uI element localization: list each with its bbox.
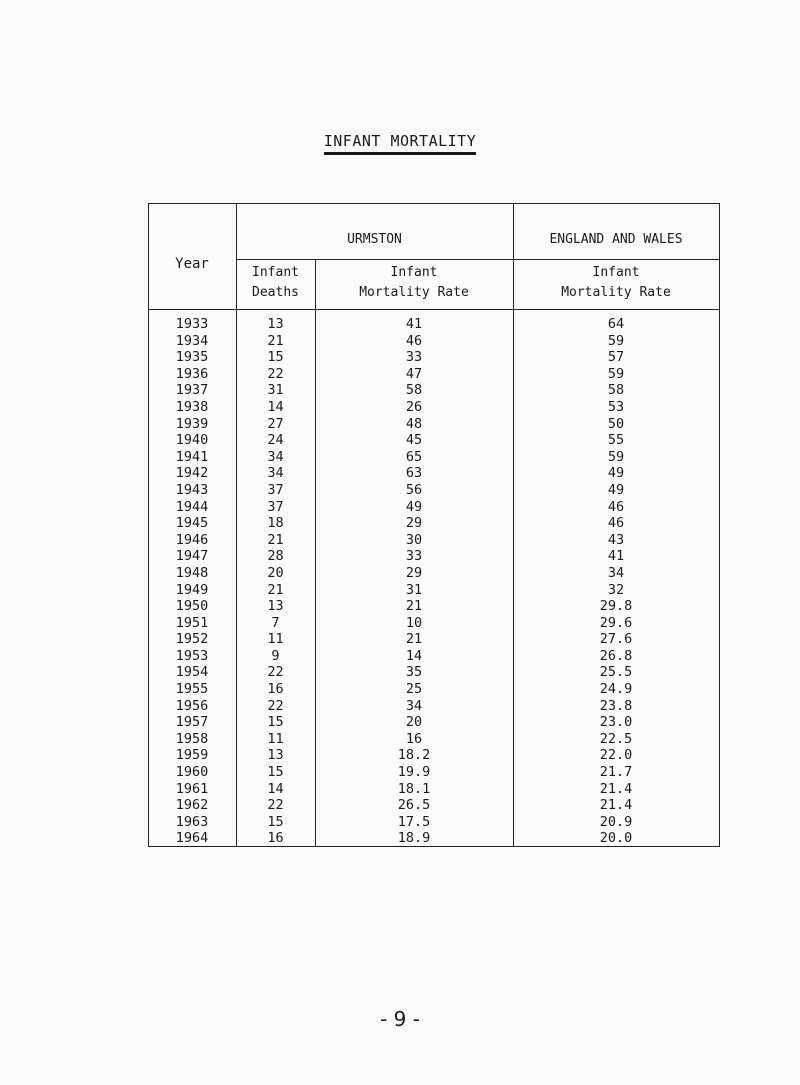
table-row bbox=[148, 482, 720, 499]
cell-ew-rate: 41 bbox=[607, 548, 625, 565]
cell-urmston-rate: 17.5 bbox=[397, 813, 431, 830]
cell-infant-deaths: 22 bbox=[267, 797, 284, 814]
cell-infant-deaths: 9 bbox=[271, 647, 280, 664]
table-row bbox=[148, 465, 720, 482]
table-body bbox=[148, 316, 720, 847]
cell-year: 1934 bbox=[175, 332, 209, 349]
cell-urmston-rate: 21 bbox=[405, 598, 423, 615]
cell-urmston-rate: 58 bbox=[405, 382, 423, 399]
cell-year: 1961 bbox=[175, 780, 209, 797]
cell-urmston-rate: 46 bbox=[405, 332, 423, 349]
cell-infant-deaths: 20 bbox=[267, 564, 284, 581]
cell-urmston-rate: 29 bbox=[405, 564, 423, 581]
table-row bbox=[148, 582, 720, 599]
cell-year: 1938 bbox=[175, 398, 209, 415]
table-row bbox=[148, 399, 720, 416]
cell-year: 1937 bbox=[175, 382, 209, 399]
cell-year: 1952 bbox=[175, 631, 209, 648]
cell-infant-deaths: 16 bbox=[267, 830, 284, 847]
header-urmston: URMSTON bbox=[347, 232, 402, 247]
cell-year: 1958 bbox=[175, 730, 209, 747]
cell-infant-deaths: 27 bbox=[267, 415, 284, 432]
cell-year: 1946 bbox=[175, 531, 209, 548]
table-row bbox=[148, 333, 720, 350]
cell-year: 1936 bbox=[175, 365, 209, 382]
cell-ew-rate: 49 bbox=[607, 481, 625, 498]
infant-mortality-table bbox=[148, 203, 720, 847]
cell-year: 1960 bbox=[175, 764, 209, 781]
cell-ew-rate: 29.8 bbox=[599, 598, 633, 615]
subheader-divider bbox=[236, 259, 720, 260]
table-row bbox=[148, 615, 720, 632]
table-row bbox=[148, 349, 720, 366]
table-row bbox=[148, 416, 720, 433]
cell-urmston-rate: 30 bbox=[405, 531, 423, 548]
table-row bbox=[148, 747, 720, 764]
cell-urmston-rate: 21 bbox=[405, 631, 423, 648]
cell-urmston-rate: 33 bbox=[405, 349, 423, 366]
cell-year: 1956 bbox=[175, 697, 209, 714]
page-number: - 9 - bbox=[380, 1007, 420, 1031]
cell-infant-deaths: 34 bbox=[267, 465, 284, 482]
cell-year: 1940 bbox=[175, 432, 209, 449]
header-urmston-mortality-rate: Infant Mortality Rate bbox=[359, 265, 469, 300]
cell-urmston-rate: 56 bbox=[405, 481, 423, 498]
table-row bbox=[148, 781, 720, 798]
table-row bbox=[148, 366, 720, 383]
cell-urmston-rate: 26 bbox=[405, 398, 423, 415]
cell-ew-rate: 22.0 bbox=[599, 747, 633, 764]
cell-ew-rate: 21.7 bbox=[599, 764, 633, 781]
cell-infant-deaths: 13 bbox=[267, 316, 284, 332]
cell-urmston-rate: 35 bbox=[405, 664, 423, 681]
header-ew-mortality-rate: Infant Mortality Rate bbox=[561, 265, 671, 300]
cell-ew-rate: 21.4 bbox=[599, 780, 633, 797]
cell-ew-rate: 64 bbox=[607, 316, 625, 332]
cell-urmston-rate: 26.5 bbox=[397, 797, 431, 814]
cell-urmston-rate: 19.9 bbox=[397, 764, 431, 781]
cell-year: 1933 bbox=[175, 316, 209, 332]
cell-ew-rate: 29.6 bbox=[599, 614, 633, 631]
table-row bbox=[148, 565, 720, 582]
table-row bbox=[148, 631, 720, 648]
cell-urmston-rate: 48 bbox=[405, 415, 423, 432]
table-row bbox=[148, 449, 720, 466]
cell-ew-rate: 26.8 bbox=[599, 647, 633, 664]
cell-infant-deaths: 22 bbox=[267, 697, 284, 714]
cell-infant-deaths: 14 bbox=[267, 398, 284, 415]
cell-urmston-rate: 41 bbox=[405, 316, 423, 332]
table-row bbox=[148, 830, 720, 847]
cell-ew-rate: 32 bbox=[607, 581, 625, 598]
cell-year: 1943 bbox=[175, 481, 209, 498]
cell-ew-rate: 50 bbox=[607, 415, 625, 432]
cell-urmston-rate: 31 bbox=[405, 581, 423, 598]
table-row bbox=[148, 515, 720, 532]
table-row bbox=[148, 698, 720, 715]
cell-ew-rate: 59 bbox=[607, 448, 625, 465]
cell-infant-deaths: 21 bbox=[267, 531, 284, 548]
table-row bbox=[148, 598, 720, 615]
cell-infant-deaths: 7 bbox=[271, 614, 280, 631]
cell-ew-rate: 49 bbox=[607, 465, 625, 482]
cell-infant-deaths: 11 bbox=[267, 730, 284, 747]
cell-urmston-rate: 29 bbox=[405, 515, 423, 532]
page-title: INFANT MORTALITY bbox=[0, 132, 800, 150]
cell-year: 1942 bbox=[175, 465, 209, 482]
cell-infant-deaths: 18 bbox=[267, 515, 284, 532]
cell-urmston-rate: 10 bbox=[405, 614, 423, 631]
header-divider bbox=[148, 309, 720, 310]
cell-urmston-rate: 18.2 bbox=[397, 747, 431, 764]
cell-year: 1951 bbox=[175, 614, 209, 631]
cell-infant-deaths: 15 bbox=[267, 813, 284, 830]
cell-urmston-rate: 20 bbox=[405, 714, 423, 731]
cell-infant-deaths: 14 bbox=[267, 780, 284, 797]
table-row bbox=[148, 681, 720, 698]
table-row bbox=[148, 714, 720, 731]
cell-infant-deaths: 13 bbox=[267, 747, 284, 764]
cell-year: 1947 bbox=[175, 548, 209, 565]
cell-year: 1939 bbox=[175, 415, 209, 432]
cell-year: 1948 bbox=[175, 564, 209, 581]
cell-year: 1962 bbox=[175, 797, 209, 814]
cell-ew-rate: 43 bbox=[607, 531, 625, 548]
table-row bbox=[148, 664, 720, 681]
cell-year: 1957 bbox=[175, 714, 209, 731]
cell-infant-deaths: 31 bbox=[267, 382, 284, 399]
cell-urmston-rate: 45 bbox=[405, 432, 423, 449]
cell-year: 1954 bbox=[175, 664, 209, 681]
table-row bbox=[148, 432, 720, 449]
cell-ew-rate: 58 bbox=[607, 382, 625, 399]
cell-year: 1944 bbox=[175, 498, 209, 515]
table-row bbox=[148, 797, 720, 814]
cell-urmston-rate: 63 bbox=[405, 465, 423, 482]
cell-year: 1959 bbox=[175, 747, 209, 764]
cell-urmston-rate: 14 bbox=[405, 647, 423, 664]
cell-infant-deaths: 28 bbox=[267, 548, 284, 565]
cell-year: 1945 bbox=[175, 515, 209, 532]
cell-year: 1941 bbox=[175, 448, 209, 465]
cell-urmston-rate: 47 bbox=[405, 365, 423, 382]
cell-ew-rate: 25.5 bbox=[599, 664, 633, 681]
cell-year: 1955 bbox=[175, 681, 209, 698]
cell-ew-rate: 59 bbox=[607, 332, 625, 349]
cell-ew-rate: 53 bbox=[607, 398, 625, 415]
cell-infant-deaths: 13 bbox=[267, 598, 284, 615]
table-row bbox=[148, 382, 720, 399]
cell-infant-deaths: 21 bbox=[267, 581, 284, 598]
cell-year: 1949 bbox=[175, 581, 209, 598]
cell-ew-rate: 20.0 bbox=[599, 830, 633, 847]
cell-infant-deaths: 11 bbox=[267, 631, 284, 648]
table-row bbox=[148, 316, 720, 333]
cell-infant-deaths: 22 bbox=[267, 664, 284, 681]
cell-ew-rate: 22.5 bbox=[599, 730, 633, 747]
cell-infant-deaths: 37 bbox=[267, 498, 284, 515]
cell-year: 1953 bbox=[175, 647, 209, 664]
cell-year: 1964 bbox=[175, 830, 209, 847]
table-row bbox=[148, 532, 720, 549]
cell-infant-deaths: 37 bbox=[267, 481, 284, 498]
cell-infant-deaths: 15 bbox=[267, 714, 284, 731]
cell-ew-rate: 23.0 bbox=[599, 714, 633, 731]
cell-ew-rate: 34 bbox=[607, 564, 625, 581]
cell-ew-rate: 23.8 bbox=[599, 697, 633, 714]
cell-year: 1950 bbox=[175, 598, 209, 615]
cell-ew-rate: 27.6 bbox=[599, 631, 633, 648]
cell-infant-deaths: 22 bbox=[267, 365, 284, 382]
cell-infant-deaths: 15 bbox=[267, 349, 284, 366]
cell-year: 1963 bbox=[175, 813, 209, 830]
cell-ew-rate: 57 bbox=[607, 349, 625, 366]
cell-urmston-rate: 16 bbox=[405, 730, 423, 747]
table-row bbox=[148, 499, 720, 516]
cell-ew-rate: 46 bbox=[607, 498, 625, 515]
cell-urmston-rate: 65 bbox=[405, 448, 423, 465]
cell-ew-rate: 59 bbox=[607, 365, 625, 382]
cell-infant-deaths: 34 bbox=[267, 448, 284, 465]
cell-year: 1935 bbox=[175, 349, 209, 366]
header-year: Year bbox=[175, 256, 209, 272]
cell-urmston-rate: 18.1 bbox=[397, 780, 431, 797]
cell-infant-deaths: 16 bbox=[267, 681, 284, 698]
table-row bbox=[148, 648, 720, 665]
table-row bbox=[148, 764, 720, 781]
cell-urmston-rate: 49 bbox=[405, 498, 423, 515]
cell-ew-rate: 21.4 bbox=[599, 797, 633, 814]
cell-urmston-rate: 34 bbox=[405, 697, 423, 714]
header-england-wales: ENGLAND AND WALES bbox=[549, 232, 683, 247]
header-infant-deaths: Infant Deaths bbox=[252, 265, 299, 300]
cell-infant-deaths: 24 bbox=[267, 432, 284, 449]
table-row bbox=[148, 731, 720, 748]
table-row bbox=[148, 814, 720, 831]
cell-ew-rate: 24.9 bbox=[599, 681, 633, 698]
cell-ew-rate: 55 bbox=[607, 432, 625, 449]
cell-infant-deaths: 15 bbox=[267, 764, 284, 781]
table-row bbox=[148, 548, 720, 565]
cell-urmston-rate: 25 bbox=[405, 681, 423, 698]
cell-infant-deaths: 21 bbox=[267, 332, 284, 349]
cell-ew-rate: 46 bbox=[607, 515, 625, 532]
cell-ew-rate: 20.9 bbox=[599, 813, 633, 830]
cell-urmston-rate: 18.9 bbox=[397, 830, 431, 847]
cell-urmston-rate: 33 bbox=[405, 548, 423, 565]
